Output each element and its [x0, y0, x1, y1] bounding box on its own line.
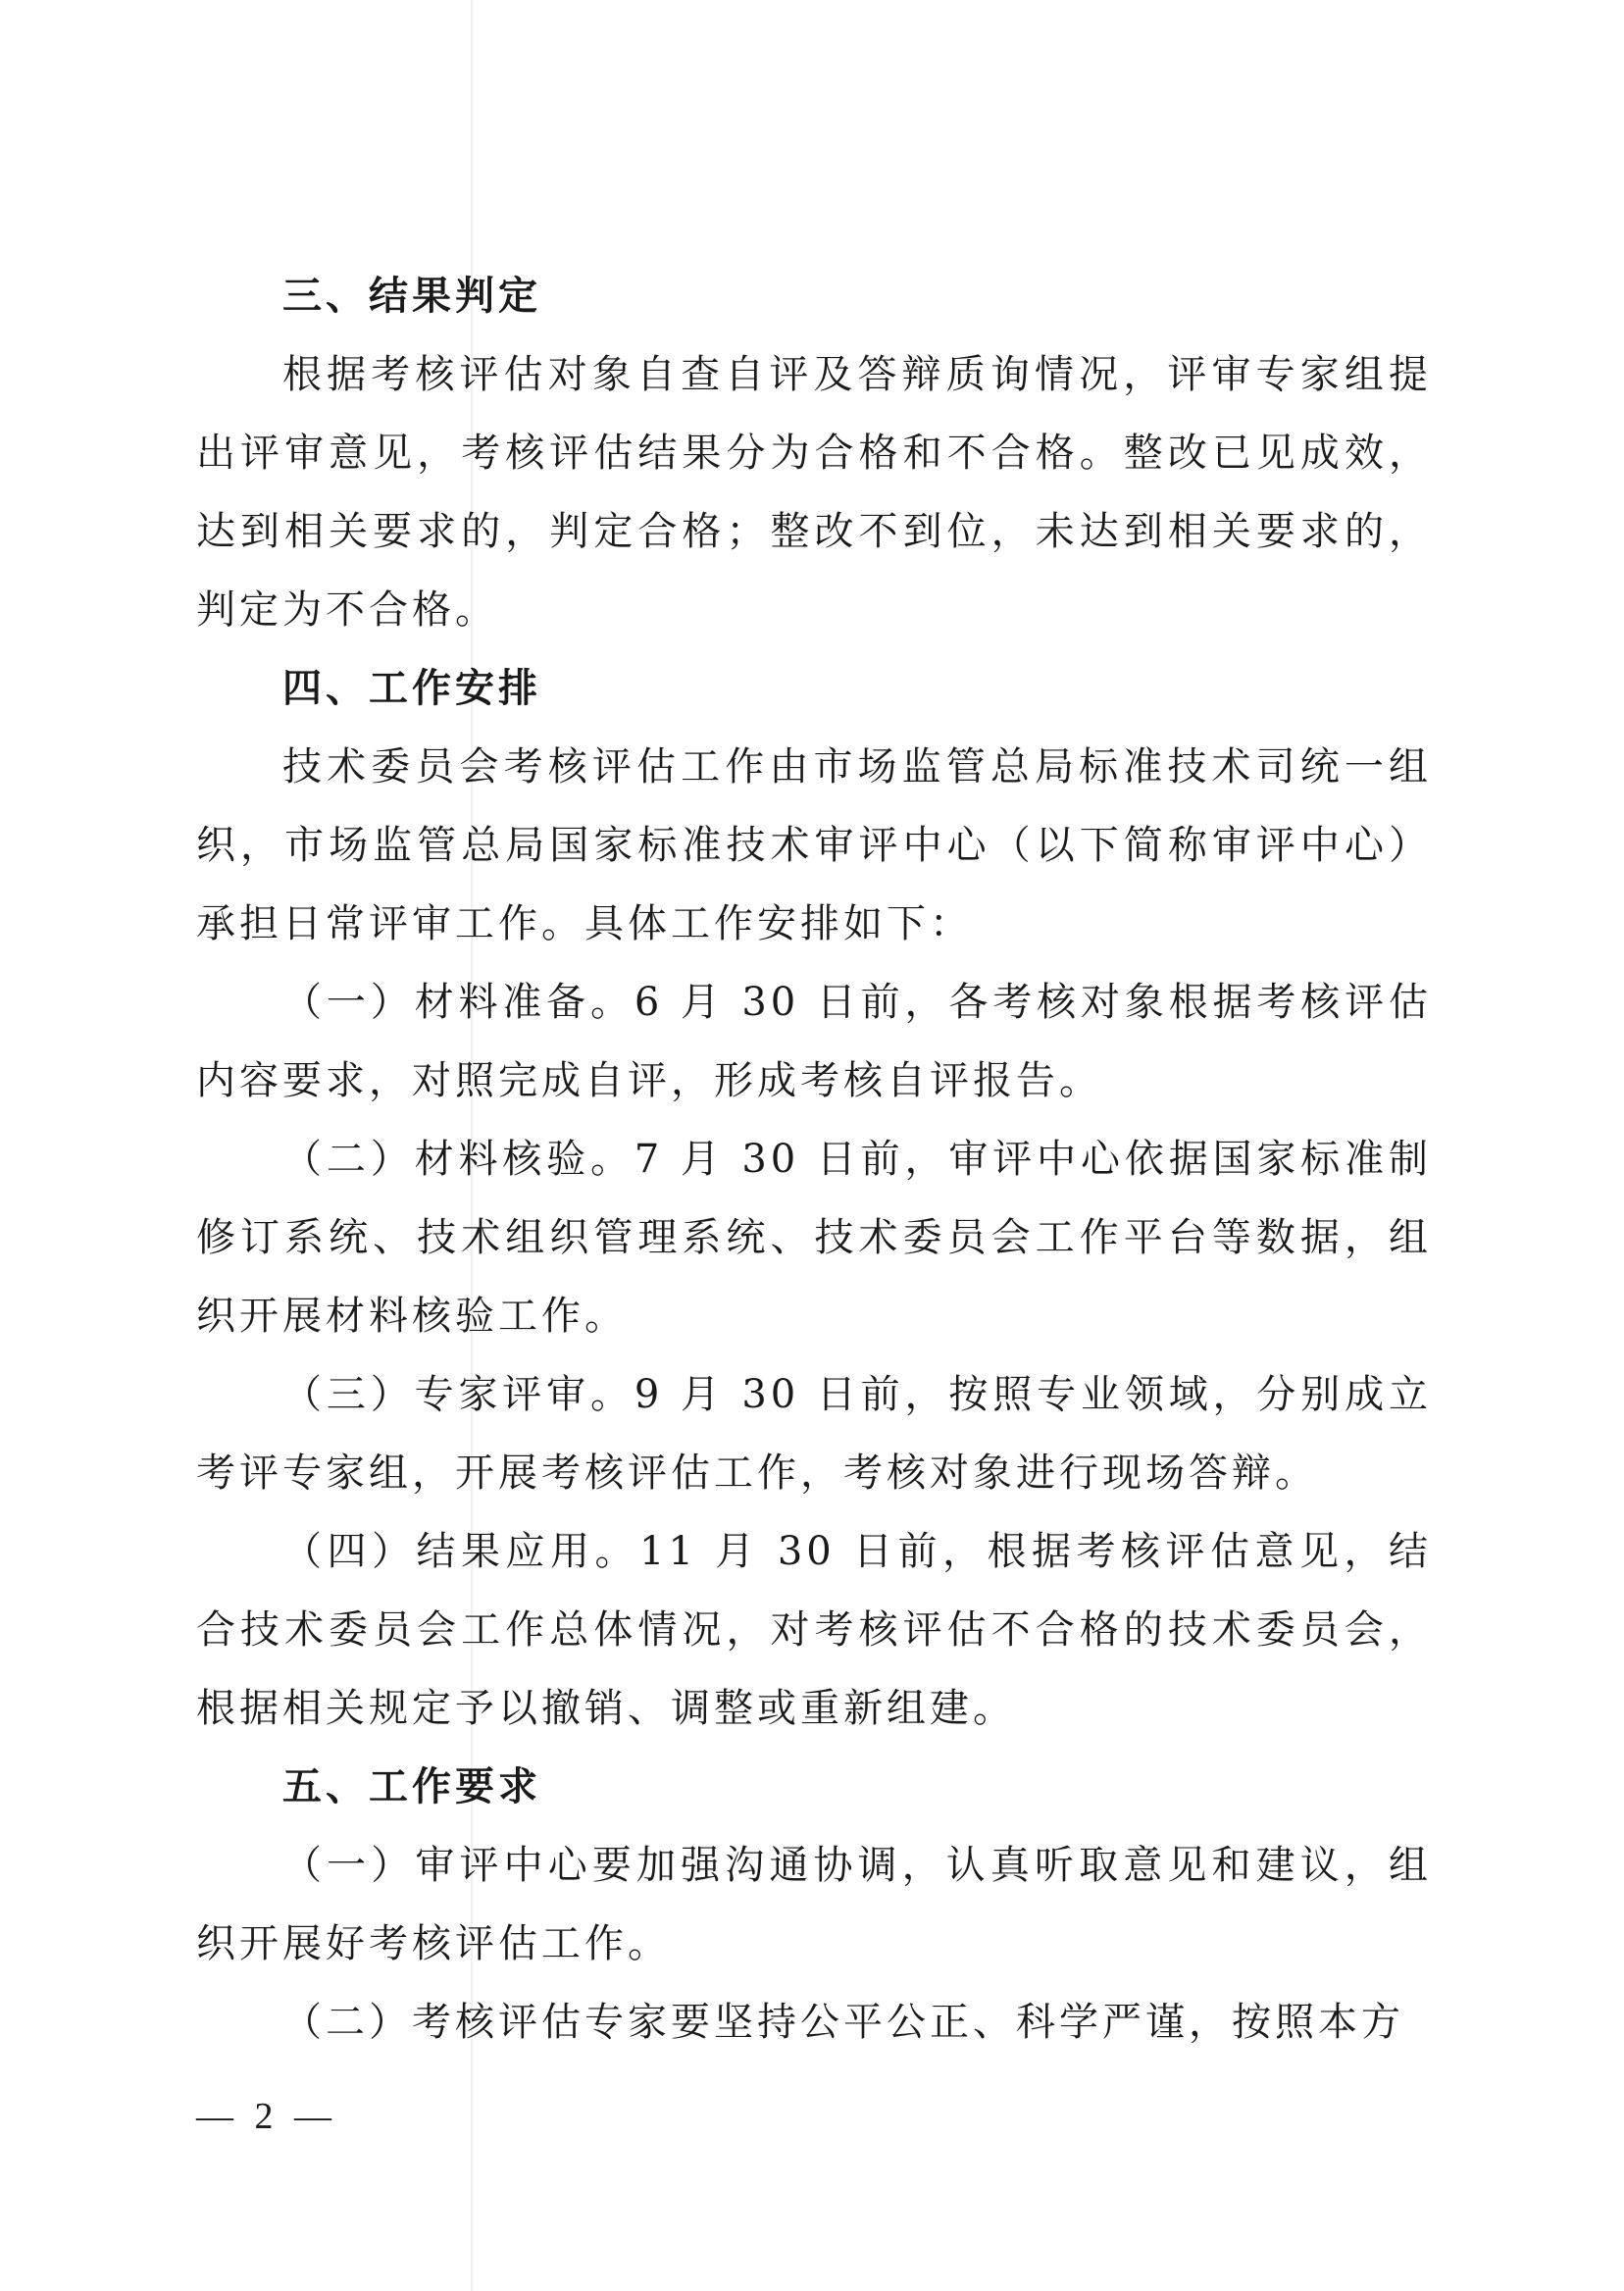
paragraph-arrangement-intro: 技术委员会考核评估工作由市场监管总局标准技术司统一组织，市场监管总局国家标准技术审评中心（以下简称审评中心）承担日常评审工作。具体工作安排如下：: [196, 744, 1432, 946]
paragraph-requirement-1: （一）审评中心要加强沟通协调，认真听取意见和建议，组织开展好考核评估工作。: [196, 1843, 1432, 1966]
paragraph-result-application: （四）结果应用。11 月 30 日前，根据考核评估意见，结合技术委员会工作总体情况，对考核评估不合格的技术委员会，根据相关规定予以撤销、调整或重新组建。: [196, 1529, 1432, 1731]
paragraph-expert-review: （三）专家评审。9 月 30 日前，按照专业领域，分别成立考评专家组，开展考核评估工作，考核对象进行现场答辩。: [196, 1372, 1432, 1496]
section-heading-results: 三、结果判定: [282, 274, 541, 319]
section-heading-arrangement: 四、工作安排: [282, 666, 541, 711]
paragraph-requirement-2: （二）考核评估专家要坚持公平公正、科学严谨，按照本方: [282, 2000, 1404, 2045]
section-heading-requirements: 五、工作要求: [282, 1764, 541, 1809]
document-body: [196, 257, 1432, 2062]
paragraph-material-verify: （二）材料核验。7 月 30 日前，审评中心依据国家标准制修订系统、技术组织管理系统、技术委员会工作平台等数据，组织开展材料核验工作。: [196, 1137, 1432, 1339]
paragraph-results: 根据考核评估对象自查自评及答辩质询情况，评审专家组提出评审意见，考核评估结果分为合格和不合格。整改已见成效，达到相关要求的，判定合格；整改不到位，未达到相关要求的，判定为不合格。: [196, 352, 1432, 633]
paragraph-material-prep: （一）材料准备。6 月 30 日前，各考核对象根据考核评估内容要求，对照完成自评，形成考核自评报告。: [196, 980, 1432, 1103]
page-number: — 2 —: [196, 2096, 337, 2137]
